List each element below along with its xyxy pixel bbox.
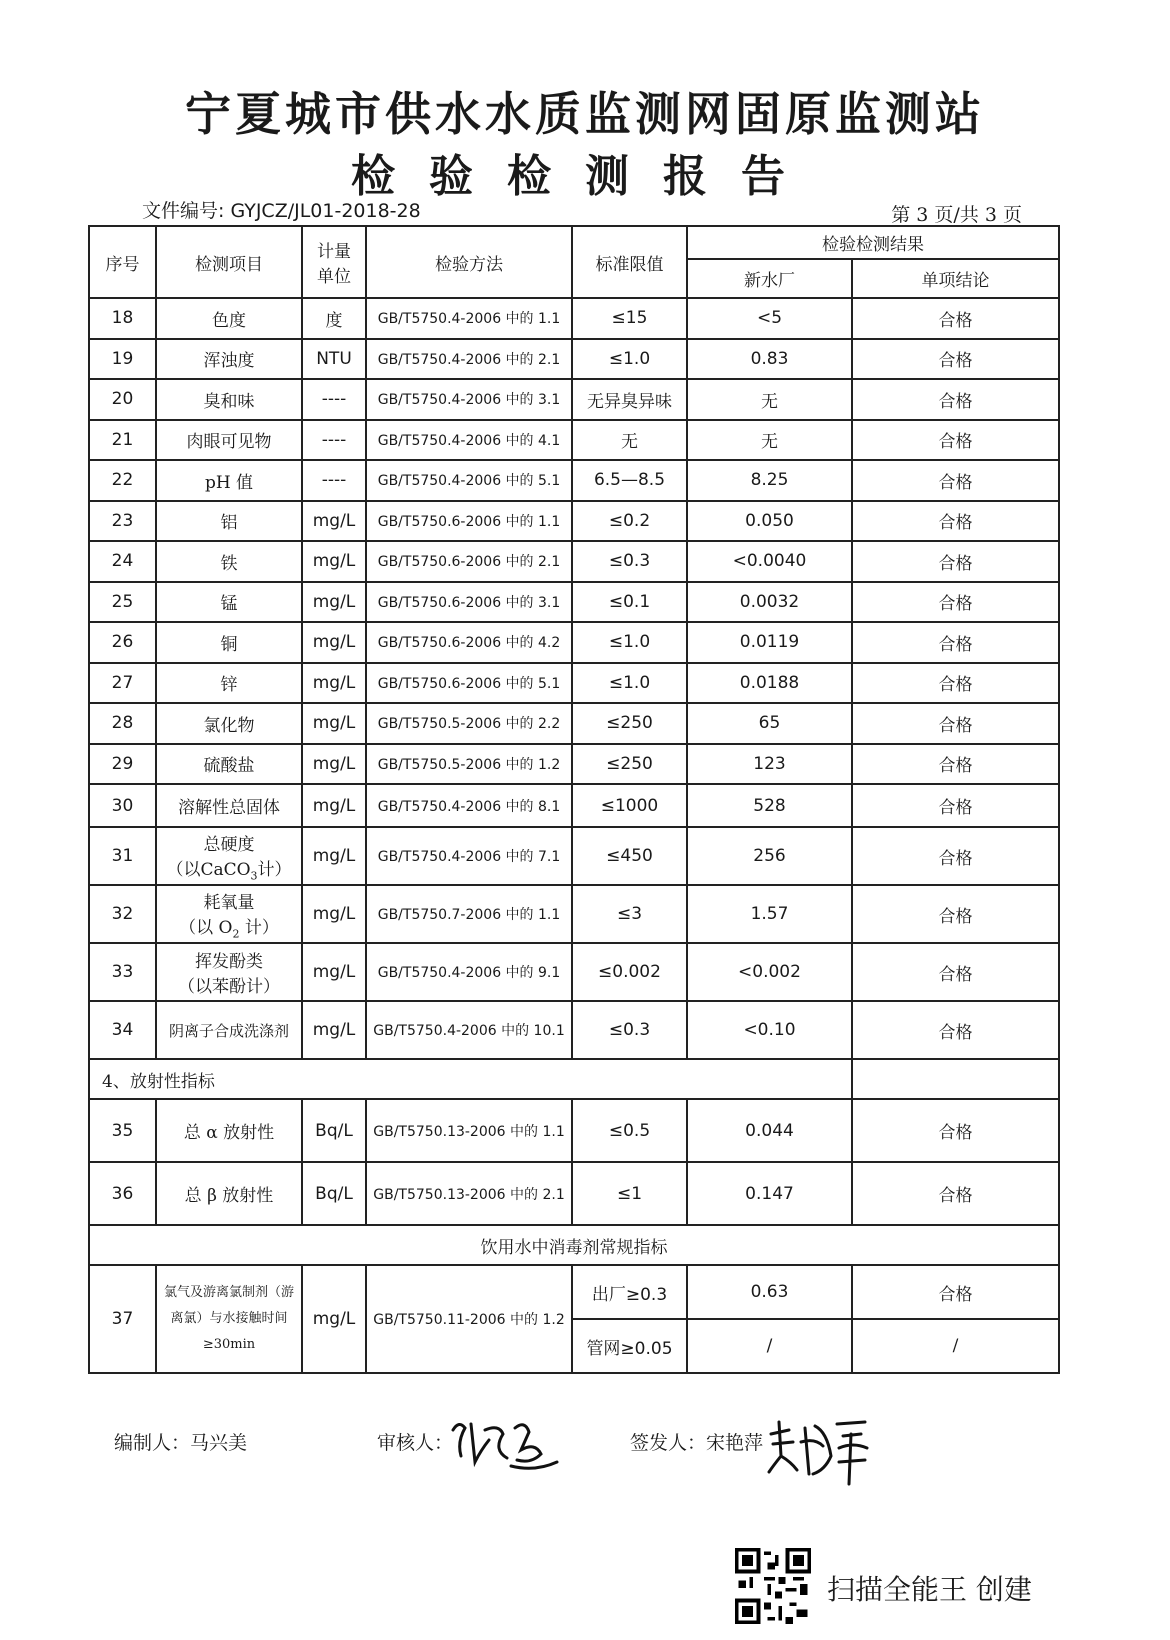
value-cell: 0.050: [687, 501, 852, 542]
unit-cell: mg/L: [302, 885, 366, 943]
result-cell: 合格: [852, 622, 1059, 663]
table-row: [89, 784, 1059, 827]
method-cell: GB/T5750.4-2006 中的 2.1: [366, 339, 572, 380]
result-cell: 合格: [852, 703, 1059, 744]
seq-cell: 35: [89, 1099, 156, 1162]
method-cell: GB/T5750.5-2006 中的 2.2: [366, 703, 572, 744]
table-row: [89, 1265, 1059, 1319]
result-cell: 合格: [852, 744, 1059, 785]
method-cell: GB/T5750.13-2006 中的 2.1: [366, 1162, 572, 1225]
method-cell: GB/T5750.4-2006 中的 1.1: [366, 298, 572, 339]
limit-cell: 6.5—8.5: [572, 460, 687, 501]
value-cell: 0.83: [687, 339, 852, 380]
item-line3: ≥30min: [202, 1337, 256, 1352]
item-cell: 总 α 放射性: [156, 1099, 302, 1162]
limit-cell: 无异臭异味: [572, 379, 687, 420]
method-cell: GB/T5750.6-2006 中的 1.1: [366, 501, 572, 542]
header-conclusion: 单项结论: [852, 259, 1059, 298]
seq-cell: 26: [89, 622, 156, 663]
method-cell: GB/T5750.6-2006 中的 2.1: [366, 541, 572, 582]
item-line2: [159, 913, 299, 940]
method-cell: GB/T5750.4-2006 中的 4.1: [366, 420, 572, 461]
limit-cell: ≤0.1: [572, 582, 687, 623]
item-cell: 阴离子合成洗涤剂: [156, 1001, 302, 1059]
limit-cell: ≤1: [572, 1162, 687, 1225]
method-cell: GB/T5750.4-2006 中的 9.1: [366, 943, 572, 1001]
section-row: [89, 1059, 1059, 1099]
seq-cell: 23: [89, 501, 156, 542]
unit-cell: mg/L: [302, 1001, 366, 1059]
result-cell: 合格: [852, 420, 1059, 461]
result-cell: /: [852, 1319, 1059, 1373]
limit-cell: 无: [572, 420, 687, 461]
item-text: 计）: [257, 859, 292, 880]
limit-cell: ≤1.0: [572, 663, 687, 704]
value-cell: 65: [687, 703, 852, 744]
table-row: [89, 622, 1059, 663]
item-cell: 氯化物: [156, 703, 302, 744]
seq-cell: 30: [89, 784, 156, 827]
section-disinfect-label: 饮用水中消毒剂常规指标: [89, 1225, 1059, 1265]
result-cell: 合格: [852, 1001, 1059, 1059]
result-cell: 合格: [852, 1265, 1059, 1319]
limit-cell: 出厂≥0.3: [572, 1265, 687, 1319]
result-cell: 合格: [852, 943, 1059, 1001]
method-cell: GB/T5750.6-2006 中的 5.1: [366, 663, 572, 704]
item-cell: pH 值: [156, 460, 302, 501]
item-cell: 臭和味: [156, 379, 302, 420]
header-unit-line2: 单位: [317, 267, 351, 287]
value-cell: 256: [687, 827, 852, 885]
table-row: [89, 1162, 1059, 1225]
limit-cell: ≤1.0: [572, 339, 687, 380]
item-cell: 色度: [156, 298, 302, 339]
result-cell: 合格: [852, 379, 1059, 420]
item-cell: 铝: [156, 501, 302, 542]
method-cell: GB/T5750.4-2006 中的 10.1: [366, 1001, 572, 1059]
limit-cell: ≤1.0: [572, 622, 687, 663]
item-line2: （以苯酚计）: [178, 977, 280, 997]
limit-cell: ≤15: [572, 298, 687, 339]
item-cell: 铜: [156, 622, 302, 663]
value-cell: 0.147: [687, 1162, 852, 1225]
value-cell: 0.0119: [687, 622, 852, 663]
table-row: [89, 1001, 1059, 1059]
table-row: [89, 703, 1059, 744]
unit-cell: Bq/L: [302, 1162, 366, 1225]
unit-cell: mg/L: [302, 827, 366, 885]
report-subtitle: 检验检测报告: [351, 151, 819, 202]
limit-cell: ≤3: [572, 885, 687, 943]
unit-cell: mg/L: [302, 541, 366, 582]
scanner-watermark-text: 扫描全能王 创建: [827, 1573, 1032, 1606]
item-line2: [159, 855, 299, 882]
item-cell: [156, 943, 302, 1001]
seq-cell: 27: [89, 663, 156, 704]
item-text: （以 O: [179, 917, 233, 938]
header-limit: 标准限值: [572, 226, 687, 298]
seq-cell: 24: [89, 541, 156, 582]
seq-cell: 18: [89, 298, 156, 339]
header-results: 检验检测结果: [687, 226, 1059, 259]
item-cell: 浑浊度: [156, 339, 302, 380]
seq-cell: 22: [89, 460, 156, 501]
reviewer-label: 审核人：: [377, 1432, 454, 1454]
unit-cell: ----: [302, 460, 366, 501]
seq-cell: 34: [89, 1001, 156, 1059]
result-cell: 合格: [852, 1099, 1059, 1162]
table-row: [89, 379, 1059, 420]
item-cell: 总 β 放射性: [156, 1162, 302, 1225]
table-row: [89, 298, 1059, 339]
limit-cell: ≤450: [572, 827, 687, 885]
result-cell: 合格: [852, 663, 1059, 704]
header-row: [89, 226, 1059, 259]
value-cell: 无: [687, 420, 852, 461]
reviewer-signature: [445, 1410, 565, 1480]
seq-cell: 25: [89, 582, 156, 623]
unit-cell: mg/L: [302, 703, 366, 744]
table-row: [89, 943, 1059, 1001]
issuer-label: 签发人：宋艳萍: [630, 1432, 764, 1454]
section-radio-empty: [852, 1059, 1059, 1099]
value-cell: 528: [687, 784, 852, 827]
result-cell: 合格: [852, 784, 1059, 827]
item-cell: [156, 827, 302, 885]
limit-cell: ≤250: [572, 703, 687, 744]
item-line1: 氯气及游离氯制剂（游: [163, 1285, 294, 1300]
unit-cell: 度: [302, 298, 366, 339]
item-subscript: 3: [250, 869, 258, 883]
value-cell: 1.57: [687, 885, 852, 943]
item-cell: 铁: [156, 541, 302, 582]
item-text: （以CaCO: [166, 859, 251, 880]
scanner-watermark: [735, 1548, 1065, 1624]
seq-cell: 20: [89, 379, 156, 420]
section-row: [89, 1225, 1059, 1265]
item-cell: 锰: [156, 582, 302, 623]
table-row: [89, 541, 1059, 582]
unit-cell: Bq/L: [302, 1099, 366, 1162]
method-cell: GB/T5750.4-2006 中的 3.1: [366, 379, 572, 420]
seq-cell: 28: [89, 703, 156, 744]
result-cell: 合格: [852, 541, 1059, 582]
table-row: [89, 339, 1059, 380]
value-cell: 0.0188: [687, 663, 852, 704]
limit-cell: ≤1000: [572, 784, 687, 827]
section-radio-label: 4、放射性指标: [89, 1059, 852, 1099]
limit-cell: ≤0.3: [572, 1001, 687, 1059]
result-cell: 合格: [852, 885, 1059, 943]
report-title: 宁夏城市供水水质监测网固原监测站: [185, 87, 985, 141]
header-unit: [302, 226, 366, 298]
item-cell: 肉眼可见物: [156, 420, 302, 461]
value-cell: 0.63: [687, 1265, 852, 1319]
table-row: [89, 1099, 1059, 1162]
method-cell: GB/T5750.4-2006 中的 7.1: [366, 827, 572, 885]
unit-cell: mg/L: [302, 943, 366, 1001]
seq-cell: 31: [89, 827, 156, 885]
table-row: [89, 663, 1059, 704]
item-line1: 总硬度: [203, 834, 255, 855]
unit-cell: mg/L: [302, 663, 366, 704]
table-row: [89, 744, 1059, 785]
unit-cell: mg/L: [302, 784, 366, 827]
results-table: [88, 225, 1060, 1374]
result-cell: 合格: [852, 460, 1059, 501]
seq-cell: 32: [89, 885, 156, 943]
method-cell: GB/T5750.6-2006 中的 3.1: [366, 582, 572, 623]
header-unit-line1: 计量: [317, 242, 351, 262]
seq-cell: 36: [89, 1162, 156, 1225]
unit-cell: ----: [302, 379, 366, 420]
result-cell: 合格: [852, 827, 1059, 885]
value-cell: 0.044: [687, 1099, 852, 1162]
result-cell: 合格: [852, 339, 1059, 380]
limit-cell: ≤0.002: [572, 943, 687, 1001]
table-row: [89, 885, 1059, 943]
value-cell: <0.0040: [687, 541, 852, 582]
item-text: 计）: [239, 917, 279, 938]
page-number: 第 3 页/共 3 页: [891, 204, 1022, 226]
result-cell: 合格: [852, 1162, 1059, 1225]
seq-cell: 21: [89, 420, 156, 461]
unit-cell: NTU: [302, 339, 366, 380]
unit-cell: mg/L: [302, 622, 366, 663]
table-row: [89, 827, 1059, 885]
value-cell: 无: [687, 379, 852, 420]
unit-cell: mg/L: [302, 744, 366, 785]
seq-cell: 37: [89, 1265, 156, 1373]
compiler-label: 编制人：马兴美: [114, 1432, 248, 1454]
item-cell: 溶解性总固体: [156, 784, 302, 827]
method-cell: GB/T5750.4-2006 中的 5.1: [366, 460, 572, 501]
table-row: [89, 501, 1059, 542]
issuer-signature: [765, 1412, 875, 1490]
method-cell: GB/T5750.5-2006 中的 1.2: [366, 744, 572, 785]
qr-code-icon: [735, 1548, 811, 1624]
limit-cell: ≤0.5: [572, 1099, 687, 1162]
item-cell: [156, 885, 302, 943]
method-cell: GB/T5750.7-2006 中的 1.1: [366, 885, 572, 943]
item-cell: 硫酸盐: [156, 744, 302, 785]
value-cell: 8.25: [687, 460, 852, 501]
value-cell: <0.10: [687, 1001, 852, 1059]
value-cell: <0.002: [687, 943, 852, 1001]
item-line2: 离氯）与水接触时间: [170, 1311, 288, 1326]
method-cell: GB/T5750.4-2006 中的 8.1: [366, 784, 572, 827]
value-cell: <5: [687, 298, 852, 339]
method-cell: GB/T5750.13-2006 中的 1.1: [366, 1099, 572, 1162]
table-row: [89, 420, 1059, 461]
item-cell: 锌: [156, 663, 302, 704]
limit-cell: 管网≥0.05: [572, 1319, 687, 1373]
limit-cell: ≤0.2: [572, 501, 687, 542]
method-cell: GB/T5750.11-2006 中的 1.2: [366, 1265, 572, 1373]
result-cell: 合格: [852, 298, 1059, 339]
header-seq: 序号: [89, 226, 156, 298]
method-cell: GB/T5750.6-2006 中的 4.2: [366, 622, 572, 663]
unit-cell: ----: [302, 420, 366, 461]
item-subscript: 2: [232, 927, 240, 941]
seq-cell: 19: [89, 339, 156, 380]
seq-cell: 33: [89, 943, 156, 1001]
unit-cell: mg/L: [302, 501, 366, 542]
item-line1: 耗氧量: [203, 892, 255, 913]
table-row: [89, 582, 1059, 623]
unit-cell: mg/L: [302, 1265, 366, 1373]
value-cell: 123: [687, 744, 852, 785]
value-cell: 0.0032: [687, 582, 852, 623]
unit-cell: mg/L: [302, 582, 366, 623]
value-cell: /: [687, 1319, 852, 1373]
seq-cell: 29: [89, 744, 156, 785]
header-method: 检验方法: [366, 226, 572, 298]
result-cell: 合格: [852, 501, 1059, 542]
table-row: [89, 460, 1059, 501]
header-plant: 新水厂: [687, 259, 852, 298]
limit-cell: ≤250: [572, 744, 687, 785]
result-cell: 合格: [852, 582, 1059, 623]
header-item: 检测项目: [156, 226, 302, 298]
document-number: 文件编号: GYJCZ/JL01-2018-28: [142, 200, 421, 222]
item-line1: 挥发酚类: [195, 952, 263, 972]
limit-cell: ≤0.3: [572, 541, 687, 582]
item-cell: [156, 1265, 302, 1373]
